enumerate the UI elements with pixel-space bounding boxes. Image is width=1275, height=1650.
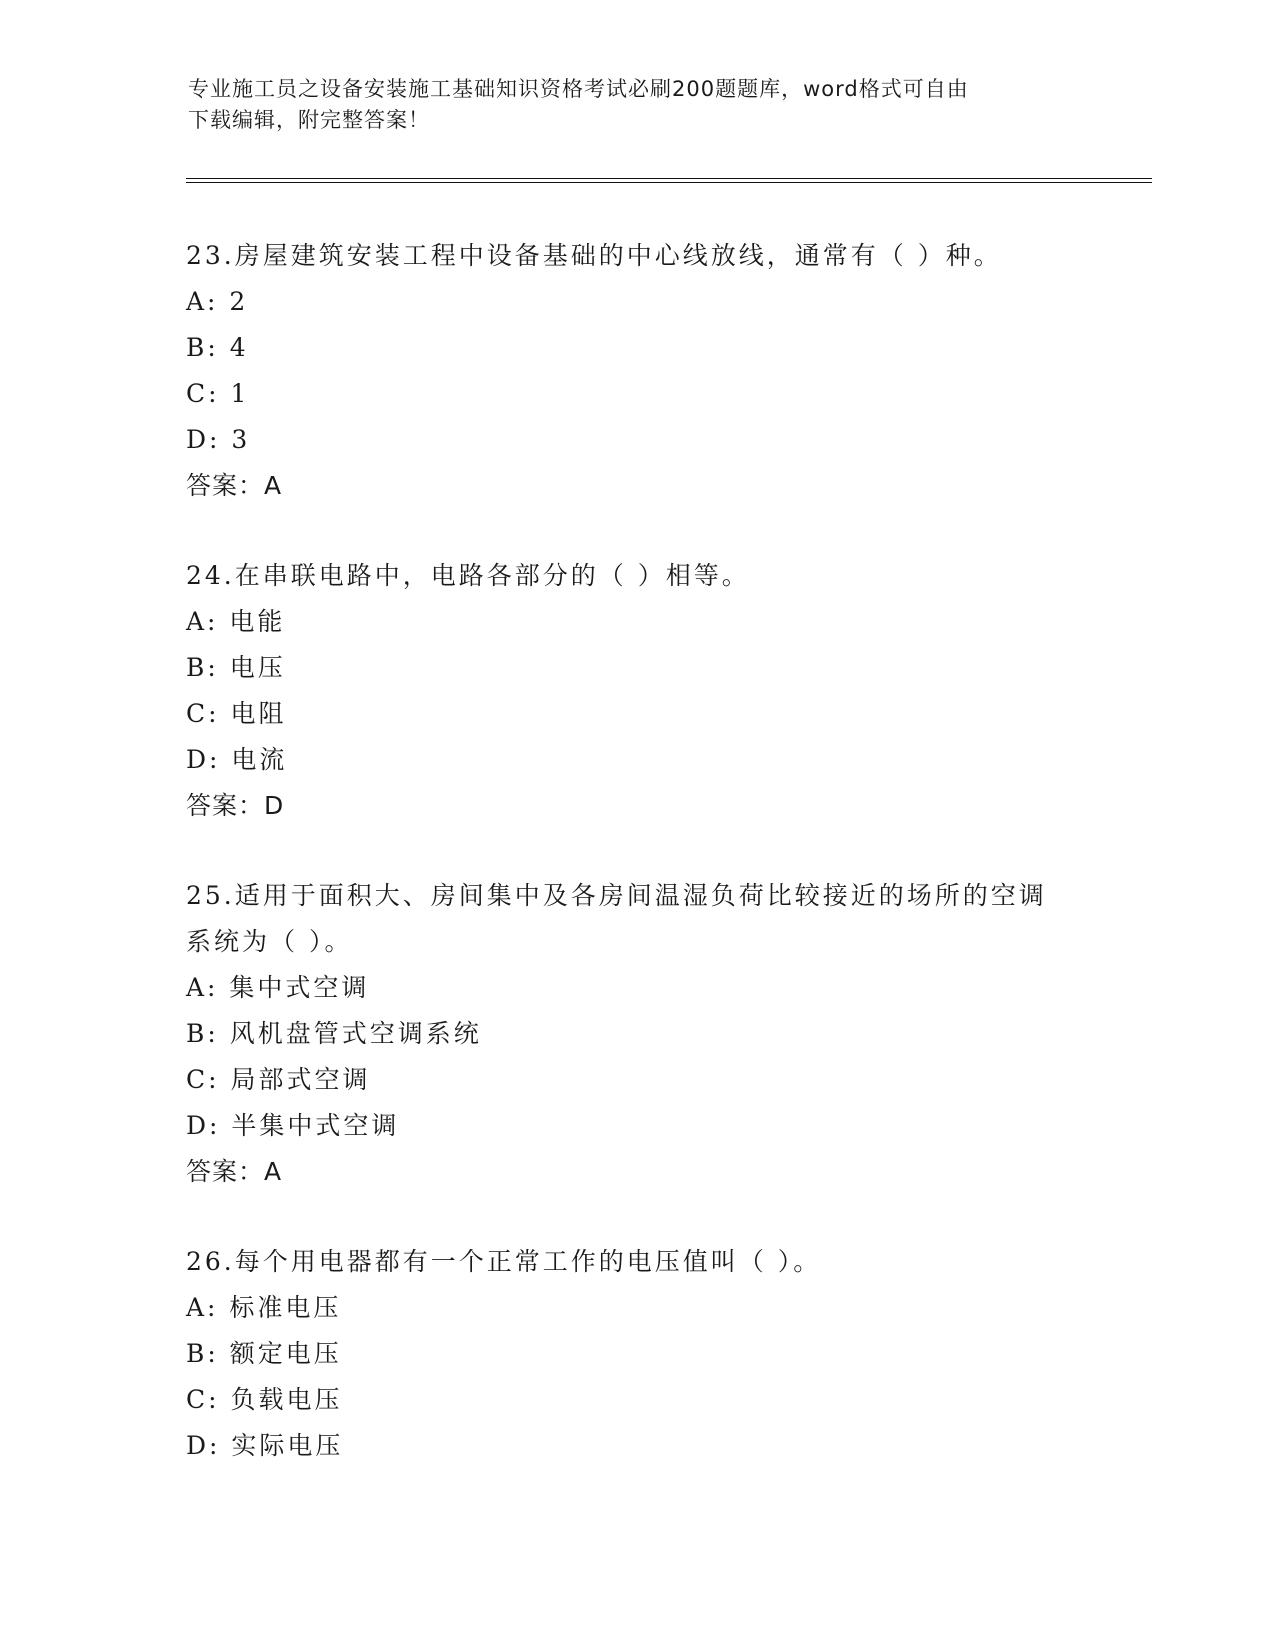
answer-line bbox=[186, 463, 1086, 509]
header-divider-top bbox=[186, 178, 1152, 179]
option-c: C: 负载电压 bbox=[186, 1385, 343, 1414]
question-23 bbox=[186, 233, 1086, 509]
answer-label: 答案： bbox=[186, 1157, 265, 1186]
answer-label: 答案： bbox=[186, 471, 265, 500]
question-stem: 26.每个用电器都有一个正常工作的电压值叫（ ）。 bbox=[186, 1247, 822, 1276]
option-a: A: 2 bbox=[186, 287, 249, 316]
answer-value: A bbox=[264, 471, 283, 500]
header-title-line-2: 下载编辑，附完整答案！ bbox=[188, 108, 430, 132]
answer-line bbox=[186, 1149, 1086, 1195]
answer-label: 答案： bbox=[186, 791, 265, 820]
question-26 bbox=[186, 1239, 1086, 1469]
option-a: A: 电能 bbox=[186, 607, 286, 636]
option-b: B: 电压 bbox=[186, 653, 286, 682]
question-stem: 23.房屋建筑安装工程中设备基础的中心线放线，通常有（ ）种。 bbox=[186, 241, 1002, 270]
option-c: C: 电阻 bbox=[186, 699, 287, 728]
question-stem-line-1: 25.适用于面积大、房间集中及各房间温湿负荷比较接近的场所的空调 bbox=[186, 881, 1047, 910]
document-header bbox=[188, 74, 1088, 136]
option-d: D: 电流 bbox=[186, 745, 288, 774]
option-b: B: 额定电压 bbox=[186, 1339, 342, 1368]
question-stem-line-2: 系统为（ ）。 bbox=[186, 927, 353, 956]
option-d: D: 实际电压 bbox=[186, 1431, 344, 1460]
header-divider-bottom bbox=[186, 182, 1152, 183]
answer-line bbox=[186, 783, 1086, 829]
option-a: A: 集中式空调 bbox=[186, 973, 370, 1002]
question-stem: 24.在串联电路中，电路各部分的（ ）相等。 bbox=[186, 561, 750, 590]
question-25 bbox=[186, 873, 1086, 1195]
option-c: C: 1 bbox=[186, 379, 250, 408]
option-d: D: 半集中式空调 bbox=[186, 1111, 400, 1140]
header-title-line-1: 专业施工员之设备安装施工基础知识资格考试必刷200题题库，word格式可自由 bbox=[188, 77, 969, 101]
option-d: D: 3 bbox=[186, 425, 251, 454]
answer-value: A bbox=[264, 1157, 283, 1186]
option-a: A: 标准电压 bbox=[186, 1293, 342, 1322]
option-b: B: 风机盘管式空调系统 bbox=[186, 1019, 482, 1048]
question-24 bbox=[186, 553, 1086, 829]
option-c: C: 局部式空调 bbox=[186, 1065, 371, 1094]
option-b: B: 4 bbox=[186, 333, 249, 362]
answer-value: D bbox=[264, 791, 285, 820]
